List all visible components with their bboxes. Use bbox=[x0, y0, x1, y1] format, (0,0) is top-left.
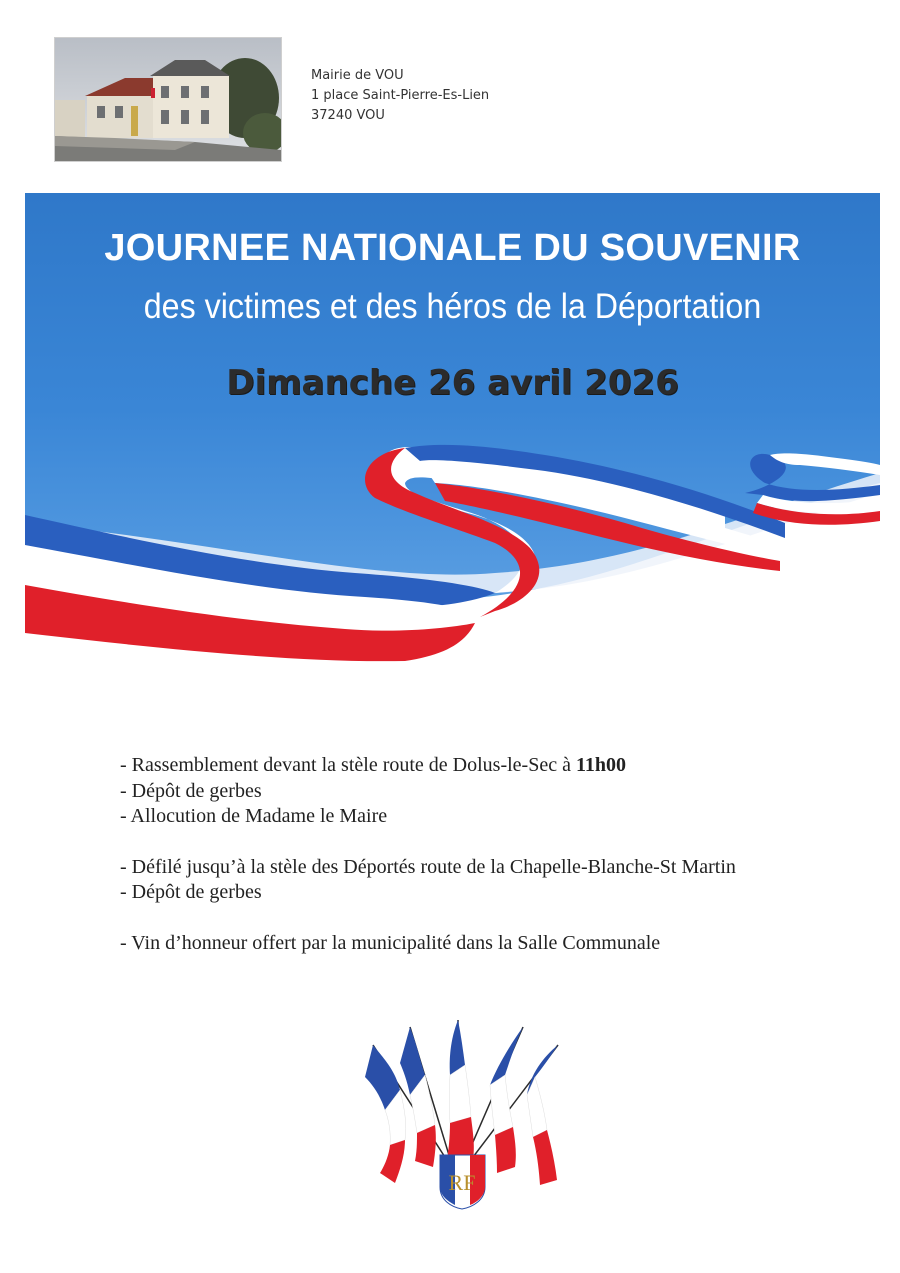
emblem-monogram: RF bbox=[448, 1170, 476, 1195]
event-date: Dimanche 26 avril 2026 bbox=[226, 363, 679, 403]
program-spacer bbox=[120, 906, 840, 931]
program-item: - Dépôt de gerbes bbox=[120, 881, 262, 903]
program-spacer bbox=[120, 830, 840, 855]
town-hall-address bbox=[311, 66, 489, 126]
event-banner bbox=[25, 193, 880, 673]
program-item: - Défilé jusqu’à la stèle des Déportés route de la Chapelle-Blanche-St Martin bbox=[120, 855, 736, 878]
banner-subtitle: des victimes et des héros de la Déportation bbox=[143, 287, 762, 326]
address-line-city: 37240 VOU bbox=[311, 108, 385, 123]
french-flags-emblem-icon bbox=[355, 1015, 575, 1215]
event-program bbox=[120, 753, 840, 956]
banner-title: JOURNEE NATIONALE DU SOUVENIR bbox=[104, 227, 801, 269]
program-item: - Allocution de Madame le Maire bbox=[120, 805, 388, 827]
address-line-street: 1 place Saint-Pierre-Es-Lien bbox=[311, 88, 490, 103]
program-item: - Vin d’honneur offert par la municipalité dans la Salle Communale bbox=[120, 931, 661, 954]
address-line-name: Mairie de VOU bbox=[311, 68, 404, 83]
program-item bbox=[120, 753, 840, 779]
town-hall-photo bbox=[54, 37, 282, 162]
program-item-text: - Rassemblement devant la stèle route de Dolus-le-Sec à bbox=[120, 754, 576, 776]
program-item: - Dépôt de gerbes bbox=[120, 779, 262, 802]
program-item-time: 11h00 bbox=[575, 754, 626, 776]
